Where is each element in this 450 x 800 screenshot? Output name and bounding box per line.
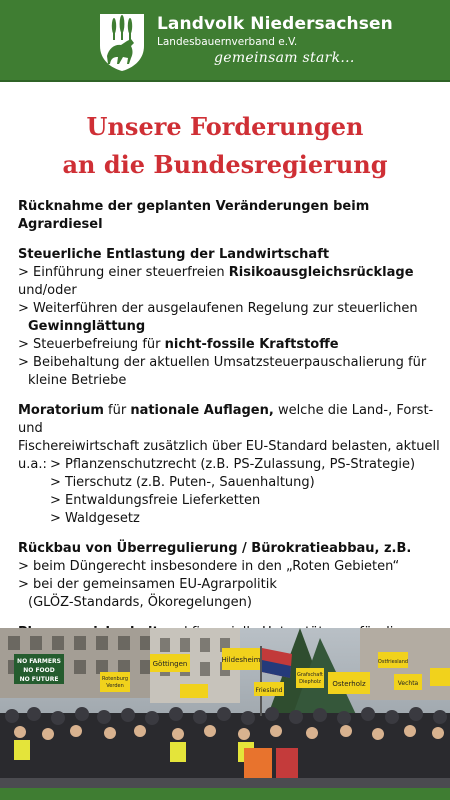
svg-text:Vechta: Vechta xyxy=(397,680,419,687)
moratorium-prefix: u.a.: xyxy=(18,457,47,472)
deregulation-heading: Rückbau von Überregulierung / Bürokratieabbau, z.B. xyxy=(18,541,412,556)
svg-text:Osterholz: Osterholz xyxy=(332,680,366,688)
tax-item-3: > Steuerbefreiung für nicht-fossile Kraftstoffe xyxy=(18,337,339,352)
title-line-2: an die Bundesregierung xyxy=(62,150,388,179)
tax-item-1: > Einführung einer steuerfreien Risikoausgleichsrücklage und/oder xyxy=(18,265,414,298)
tax-item-2-cont: Gewinnglättung xyxy=(28,319,146,334)
demonstration-photo xyxy=(0,628,450,788)
svg-text:Göttingen: Göttingen xyxy=(152,660,188,668)
tax-item-2: > Weiterführen der ausgelaufenen Regelung zur steuerlichen xyxy=(18,301,418,316)
svg-text:NO FARMERS: NO FARMERS xyxy=(17,658,61,665)
moratorium-line-1: Moratorium für nationale Auflagen, welche die Land-, Forst- und xyxy=(18,403,434,436)
header-bar xyxy=(0,0,450,80)
moratorium-item: > Tierschutz (z.B. Puten-, Sauenhaltung) xyxy=(50,475,315,490)
demands-list xyxy=(18,198,446,660)
moratorium-line-2: Fischereiwirtschaft zusätzlich über EU-Standard belasten, aktuell xyxy=(18,439,440,454)
page-title xyxy=(0,108,450,184)
brand-subtitle: Landesbauernverband e.V. xyxy=(157,36,298,48)
brand-slogan: gemeinsam stark... xyxy=(214,50,355,66)
section-moratorium xyxy=(18,402,446,528)
header-divider xyxy=(0,80,450,82)
svg-text:Diepholz: Diepholz xyxy=(299,679,321,685)
svg-text:NO FUTURE: NO FUTURE xyxy=(19,676,59,683)
footer-bar xyxy=(0,788,450,800)
section-tax-relief xyxy=(18,246,446,390)
deregulation-item-2-cont: (GLÖZ-Standards, Ökoregelungen) xyxy=(28,595,252,610)
tax-item-4-cont: kleine Betriebe xyxy=(28,373,127,388)
tax-item-4: > Beibehaltung der aktuellen Umsatzsteuerpauschalierung für xyxy=(18,355,427,370)
moratorium-item: > Waldgesetz xyxy=(50,511,140,526)
svg-text:NO FOOD: NO FOOD xyxy=(23,667,55,674)
moratorium-item: > Pflanzenschutzrecht (z.B. PS-Zulassung, PS-Strategie) xyxy=(50,457,416,472)
deregulation-item-2: > bei der gemeinsamen EU-Agrarpolitik xyxy=(18,577,277,592)
section-deregulation xyxy=(18,540,446,612)
tax-relief-heading: Steuerliche Entlastung der Landwirtschaft xyxy=(18,247,330,262)
title-line-1: Unsere Forderungen xyxy=(86,112,364,141)
section-agrardiesel xyxy=(18,198,446,234)
svg-text:Verden: Verden xyxy=(106,683,124,689)
moratorium-item: > Entwaldungsfreie Lieferketten xyxy=(50,493,261,508)
landvolk-logo-icon xyxy=(97,12,147,72)
svg-text:Rotenburg: Rotenburg xyxy=(102,676,128,682)
svg-text:Grafschaft: Grafschaft xyxy=(297,672,323,678)
brand-title: Landvolk Niedersachsen xyxy=(157,14,393,34)
crowd-photo-illustration xyxy=(0,628,450,788)
svg-text:Ostfriesland: Ostfriesland xyxy=(377,659,409,665)
svg-text:Friesland: Friesland xyxy=(255,687,283,694)
deregulation-item-1: > beim Düngerecht insbesondere in den „Roten Gebieten“ xyxy=(18,559,400,574)
moratorium-items xyxy=(18,456,446,528)
section-agrardiesel-heading: Rücknahme der geplanten Veränderungen beim Agrardiesel xyxy=(18,199,370,232)
svg-text:Hildesheim: Hildesheim xyxy=(221,656,261,664)
